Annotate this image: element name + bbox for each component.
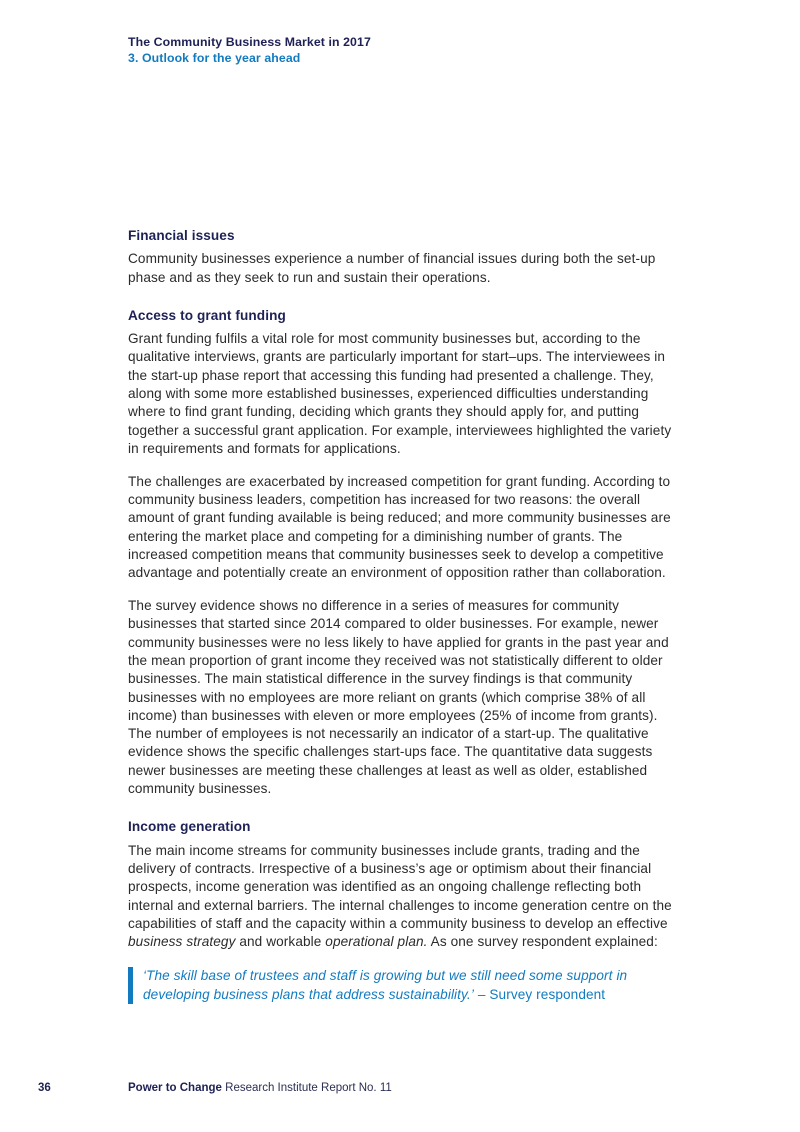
text-run: As one survey respondent explained: (427, 934, 658, 950)
section-access-to-grant-funding (128, 307, 676, 798)
paragraph (128, 250, 676, 287)
paragraph (128, 842, 676, 952)
italic-text-run: ‘The skill base of trustees and staff is growing but we still need some support in developing business plans that address sustainability.’ (143, 968, 628, 1002)
page-number: 36 (38, 1082, 51, 1094)
section-heading-access-to-grant-funding: Access to grant funding (128, 307, 286, 323)
paragraph (128, 473, 676, 583)
text-run: Grant funding fulfils a vital role for most community businesses but, according to the qualitative interviews, grants are particularly important for start–ups. The interviewees in the start-up phase report that accessing this funding had presented a challenge. They, along with some more established businesses, experienced difficulties understanding where to find grant funding, deciding which grants they should apply for, and putting together a successful grant application. For example, interviewees highlighted the variety in requirements and formats for applications. (128, 331, 672, 456)
italic-text-run: operational plan. (325, 934, 428, 950)
pull-quote-text (143, 968, 627, 1001)
text-run: and workable (235, 934, 326, 950)
text-run: Community businesses experience a number of financial issues during both the set-up phase and as they seek to run and sustain their operations. (128, 251, 656, 285)
pull-quote (128, 967, 676, 1004)
text-run: The survey evidence shows no difference in a series of measures for community businesses that started since 2014 compared to older businesses. For example, newer community businesses were no less likely to have applied for grants in the past year and the mean proportion of grant income they received was not statistically different to older businesses. The main statistical difference in the survey findings is that community businesses with no employees are more reliant on grants (which comprise 38% of all income) than businesses with eleven or more employees (25% of income from grants). The number of employees is not necessarily an indicator of a start-up. The qualitative evidence shows the specific challenges start-ups face. The quantitative data suggests newer businesses are meeting these challenges at least as well as older, established community businesses. (128, 598, 669, 797)
text-run: The challenges are exacerbated by increased competition for grant funding. According to community business leaders, competition has increased for two reasons: the overall amount of grant funding available is being reduced; and more community businesses are entering the market place and competing for a diminishing number of grants. The increased competition means that community businesses seek to develop a competitive advantage and potentially create an environment of opposition rather than collaboration. (128, 473, 671, 581)
page-body (128, 227, 676, 1004)
section-financial-issues (128, 227, 676, 287)
page-header (128, 35, 371, 66)
paragraph (128, 597, 676, 798)
footer-text (128, 1081, 392, 1095)
report-title: The Community Business Market in 2017 (128, 35, 371, 49)
section-income-generation (128, 818, 676, 951)
section-heading-financial-issues: Financial issues (128, 228, 235, 243)
footer-brand: Power to Change (128, 1082, 222, 1094)
text-run: – Survey respondent (473, 986, 606, 1002)
text-run: The main income streams for community businesses include grants, trading and the delivery of contracts. Irrespective of a business’s age or optimism about their financial prospects, income generation was identified as an ongoing challenge reflecting both internal and external barriers. The internal challenges to income generation centre on the capabilities of staff and the capacity within a community business to develop an effective (128, 842, 672, 931)
section-heading-income-generation: Income generation (128, 819, 251, 835)
footer-report-name: Research Institute Report No. 11 (225, 1082, 392, 1094)
italic-text-run: business strategy (128, 934, 236, 950)
chapter-title: 3. Outlook for the year ahead (128, 50, 301, 65)
paragraph (128, 330, 676, 458)
